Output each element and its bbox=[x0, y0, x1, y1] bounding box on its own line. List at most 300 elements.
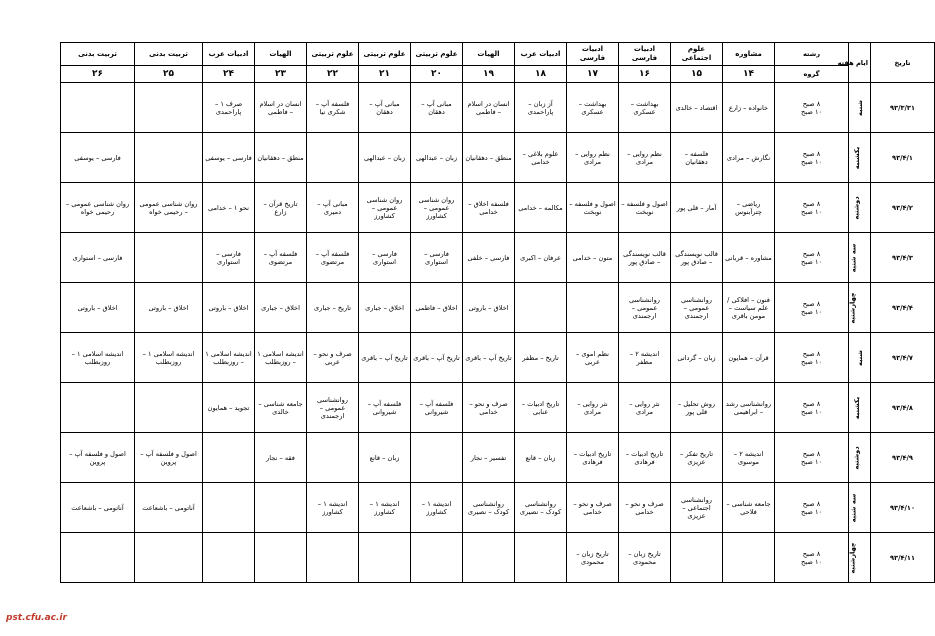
exam-course-text: نحو ۱ – خدامی bbox=[207, 203, 250, 212]
exam-cell bbox=[567, 233, 619, 283]
header-row-codes bbox=[61, 66, 935, 83]
course-code: ۲۲ bbox=[327, 69, 338, 79]
exam-course-text: تاریخ زبان – محمودی bbox=[576, 549, 609, 566]
exam-course-text: نظم اموی – عربی bbox=[575, 349, 610, 366]
time-slots bbox=[775, 183, 849, 233]
exam-cell bbox=[135, 533, 203, 583]
course-code: ۱۸ bbox=[535, 69, 546, 79]
weekday bbox=[849, 183, 871, 233]
exam-cell bbox=[307, 383, 359, 433]
exam-cell bbox=[203, 133, 255, 183]
time-slot-label: ۱۰ صبح bbox=[800, 457, 823, 466]
course-name-header bbox=[411, 43, 463, 66]
exam-cell bbox=[255, 183, 307, 233]
time-slot-label: ۸ صبح bbox=[802, 249, 821, 258]
exam-cell bbox=[411, 183, 463, 233]
exam-course-text: تفسیر – نجار bbox=[470, 453, 507, 462]
course-code-header bbox=[307, 66, 359, 83]
exam-course-text: خانواده – زارع bbox=[728, 103, 769, 112]
exam-cell bbox=[307, 433, 359, 483]
weekday-label: چهارشنبه bbox=[848, 291, 857, 324]
time-slot-label: ۸ صبح bbox=[802, 149, 821, 158]
exam-cell bbox=[135, 333, 203, 383]
course-code-header bbox=[723, 66, 775, 83]
exam-cell bbox=[135, 133, 203, 183]
exam-cell bbox=[567, 83, 619, 133]
exam-cell bbox=[411, 233, 463, 283]
exam-cell bbox=[515, 133, 567, 183]
exam-course-text: تاریخ قرآن – زارع bbox=[263, 199, 298, 216]
exam-cell bbox=[515, 333, 567, 383]
exam-course-text: نظم روایی – مرادی bbox=[575, 149, 610, 166]
time-slot-label: ۱۰ صبح bbox=[800, 557, 823, 566]
exam-course-text: روش تحلیل – قلی پور bbox=[677, 399, 716, 416]
schedule-row bbox=[61, 133, 935, 183]
time-slot-label: ۸ صبح bbox=[802, 199, 821, 208]
exam-course-text: روان شناسی عمومی – رحیمی خواه bbox=[139, 199, 198, 216]
weekday bbox=[849, 283, 871, 333]
exam-cell bbox=[723, 333, 775, 383]
course-code-header bbox=[61, 66, 135, 83]
exam-course-text: نگارش – مرادی bbox=[726, 153, 771, 162]
exam-cell bbox=[255, 383, 307, 433]
course-code: ۱۵ bbox=[691, 69, 702, 79]
exam-cell bbox=[619, 433, 671, 483]
exam-cell bbox=[723, 433, 775, 483]
exam-course-text: نثر روایی – مرادی bbox=[577, 399, 608, 416]
course-name-header bbox=[671, 43, 723, 66]
exam-cell bbox=[203, 283, 255, 333]
exam-cell bbox=[463, 333, 515, 383]
exam-course-text: تاریخ زبان – محمودی bbox=[628, 549, 661, 566]
time-slots bbox=[775, 83, 849, 133]
exam-course-text: روانشناسی رشد – ابراهیمی bbox=[725, 399, 772, 416]
course-code-header bbox=[619, 66, 671, 83]
course-code-header bbox=[203, 66, 255, 83]
exam-cell bbox=[463, 233, 515, 283]
course-name: الهیات bbox=[477, 49, 500, 58]
time-slots bbox=[775, 483, 849, 533]
course-code-header bbox=[567, 66, 619, 83]
exam-course-text: فلسفه آپ – مرتضوی bbox=[263, 249, 298, 266]
exam-course-text: اقتصاد – خالدی bbox=[675, 103, 718, 112]
exam-cell bbox=[61, 283, 135, 333]
exam-cell bbox=[567, 433, 619, 483]
exam-cell bbox=[135, 483, 203, 533]
exam-cell bbox=[723, 383, 775, 433]
exam-course-text: اندیشه ۲ – موسوی bbox=[733, 449, 764, 466]
exam-course-text: فلسفه آپ – مرتضوی bbox=[315, 249, 350, 266]
exam-course-text: آز زبان – پاراحمدی bbox=[527, 99, 554, 116]
time-slot-label: ۸ صبح bbox=[802, 449, 821, 458]
exam-cell bbox=[619, 533, 671, 583]
exam-course-text: اندیشه ۱ – کشاورز bbox=[369, 499, 400, 516]
course-name-header bbox=[515, 43, 567, 66]
course-name-header bbox=[255, 43, 307, 66]
exam-cell bbox=[307, 333, 359, 383]
exam-course-text: اخلاق – باروتی bbox=[208, 303, 249, 312]
exam-cell bbox=[359, 283, 411, 333]
exam-cell bbox=[135, 183, 203, 233]
weekday bbox=[849, 83, 871, 133]
exam-course-text: اخلاق – جباری bbox=[261, 303, 300, 312]
exam-course-text: بهداشت – عسکری bbox=[578, 99, 607, 116]
exam-cell bbox=[411, 483, 463, 533]
exam-cell bbox=[203, 533, 255, 583]
exam-course-text: زبان – گردانی bbox=[677, 353, 716, 362]
course-name: تربیت بدنی bbox=[149, 49, 188, 58]
exam-course-text: تاریخ ادبیات – عنابی bbox=[521, 399, 560, 416]
exam-schedule-table bbox=[60, 42, 935, 583]
exam-course-text: صرف و نحو – خدامی bbox=[625, 499, 664, 516]
exam-course-text: عرفان – اکبری bbox=[520, 253, 561, 262]
exam-cell bbox=[359, 333, 411, 383]
exam-cell bbox=[463, 283, 515, 333]
course-code: ۱۹ bbox=[483, 69, 494, 79]
time-slot-label: ۱۰ صبح bbox=[800, 257, 823, 266]
exam-cell bbox=[61, 233, 135, 283]
exam-cell bbox=[255, 83, 307, 133]
exam-course-text: نثر روایی – مرادی bbox=[629, 399, 660, 416]
weekday bbox=[849, 233, 871, 283]
exam-course-text: زبان – عبدالهی bbox=[415, 153, 458, 162]
exam-course-text: فارسی – استوارى bbox=[372, 249, 397, 266]
course-code: ۱۴ bbox=[743, 69, 754, 79]
exam-cell bbox=[307, 233, 359, 283]
exam-date: ۹۳/۴/۹ bbox=[871, 433, 935, 483]
weekday bbox=[849, 383, 871, 433]
exam-cell bbox=[671, 383, 723, 433]
weekday-label: یکشنبه bbox=[852, 146, 861, 169]
weekday-label: یکشنبه bbox=[852, 396, 861, 419]
weekday bbox=[849, 333, 871, 383]
exam-course-text: صرف و نحو – خدامی bbox=[573, 499, 612, 516]
exam-course-text: اخلاق – جباری bbox=[365, 303, 404, 312]
exam-cell bbox=[515, 483, 567, 533]
exam-cell bbox=[515, 233, 567, 283]
time-slots bbox=[775, 333, 849, 383]
weekday-label: دوشنبه bbox=[852, 195, 861, 220]
weekday-label: چهارشنبه bbox=[848, 541, 857, 574]
exam-cell bbox=[463, 183, 515, 233]
exam-cell bbox=[515, 383, 567, 433]
exam-cell bbox=[307, 83, 359, 133]
exam-course-text: اخلاق – باروتی bbox=[148, 303, 189, 312]
course-name: تربیت بدنی bbox=[78, 49, 117, 58]
course-name-header bbox=[307, 43, 359, 66]
exam-course-text: فارسی – خلفی bbox=[467, 253, 510, 262]
weekday-label: شنبه bbox=[855, 349, 864, 366]
exam-course-text: روانشناسی عمومی – ارجمندی bbox=[629, 295, 660, 320]
exam-course-text: انسان در اسلام – فاطمی bbox=[467, 99, 510, 116]
exam-course-text: اندیشه ۱ – کشاورز bbox=[421, 499, 452, 516]
exam-course-text: روانشناسی اجتماعی – عزیزی bbox=[681, 495, 712, 520]
weekday bbox=[849, 433, 871, 483]
group-header: گروه bbox=[775, 66, 849, 83]
exam-cell bbox=[359, 183, 411, 233]
course-code-header bbox=[135, 66, 203, 83]
exam-cell bbox=[61, 533, 135, 583]
exam-cell bbox=[567, 333, 619, 383]
date-header: تاریخ bbox=[871, 43, 935, 83]
exam-cell bbox=[515, 183, 567, 233]
exam-course-text: فلسفه اخلاق – خدامی bbox=[468, 199, 509, 216]
time-slot-label: ۸ صبح bbox=[802, 399, 821, 408]
exam-course-text: فلسفه آپ – شکری نیا bbox=[315, 99, 350, 116]
exam-course-text: تاریخ آپ – باقری bbox=[361, 353, 408, 362]
exam-course-text: روانشناسی کودک – نصیری bbox=[467, 499, 510, 516]
exam-course-text: مبانی آپ – دمیری bbox=[317, 199, 348, 216]
schedule-row bbox=[61, 233, 935, 283]
exam-cell bbox=[619, 483, 671, 533]
schedule-row bbox=[61, 483, 935, 533]
exam-cell bbox=[723, 83, 775, 133]
exam-cell bbox=[203, 83, 255, 133]
exam-cell bbox=[359, 483, 411, 533]
time-slot-label: ۱۰ صبح bbox=[800, 207, 823, 216]
time-slot-label: ۱۰ صبح bbox=[800, 407, 823, 416]
exam-cell bbox=[671, 183, 723, 233]
exam-cell bbox=[567, 283, 619, 333]
exam-cell bbox=[411, 383, 463, 433]
course-name-header bbox=[135, 43, 203, 66]
exam-course-text: اصول و فلسفه آپ – پروین bbox=[140, 449, 197, 466]
exam-date: ۹۳/۴/۱ bbox=[871, 133, 935, 183]
weekday bbox=[849, 533, 871, 583]
exam-course-text: اصول و فلسفه – نوبخت bbox=[621, 199, 668, 216]
exam-cell bbox=[567, 183, 619, 233]
day-header: ایام هفته bbox=[849, 43, 871, 83]
exam-course-text: منطق – دهقانیان bbox=[257, 153, 304, 162]
course-name: الهیات bbox=[269, 49, 292, 58]
exam-cell bbox=[463, 433, 515, 483]
course-code: ۲۴ bbox=[223, 69, 234, 79]
exam-cell bbox=[671, 333, 723, 383]
course-code: ۲۶ bbox=[92, 69, 103, 79]
exam-cell bbox=[203, 333, 255, 383]
exam-cell bbox=[255, 133, 307, 183]
course-name-header bbox=[723, 43, 775, 66]
exam-cell bbox=[255, 233, 307, 283]
exam-cell bbox=[723, 533, 775, 583]
time-slot-label: ۱۰ صبح bbox=[800, 307, 823, 316]
exam-cell bbox=[411, 83, 463, 133]
exam-cell bbox=[619, 233, 671, 283]
exam-cell bbox=[515, 533, 567, 583]
course-code: ۲۱ bbox=[379, 69, 390, 79]
course-code-header bbox=[411, 66, 463, 83]
exam-course-text: قالب نویسندگی – صادق پور bbox=[675, 249, 718, 266]
exam-cell bbox=[671, 483, 723, 533]
exam-cell bbox=[411, 533, 463, 583]
course-name-header bbox=[567, 43, 619, 66]
exam-cell bbox=[61, 133, 135, 183]
exam-cell bbox=[567, 483, 619, 533]
exam-cell bbox=[61, 333, 135, 383]
exam-cell bbox=[619, 383, 671, 433]
exam-cell bbox=[359, 383, 411, 433]
course-name-header bbox=[203, 43, 255, 66]
exam-course-text: مبانی آپ – دهقان bbox=[421, 99, 452, 116]
exam-cell bbox=[359, 433, 411, 483]
exam-course-text: روان شناسی عمومی – کشاورز bbox=[418, 195, 455, 220]
exam-course-text: تاریخ آپ – باقری bbox=[413, 353, 460, 362]
time-slot-label: ۸ صبح bbox=[802, 499, 821, 508]
time-slot-label: ۸ صبح bbox=[802, 349, 821, 358]
exam-cell bbox=[307, 283, 359, 333]
exam-course-text: مشاوره – قربانی bbox=[725, 253, 772, 262]
exam-course-text: آناتومی – باشعاعت bbox=[71, 503, 124, 512]
exam-course-text: تاریخ – جباری bbox=[313, 303, 352, 312]
exam-cell bbox=[203, 483, 255, 533]
time-slot-label: ۱۰ صبح bbox=[800, 507, 823, 516]
exam-cell bbox=[61, 483, 135, 533]
course-code: ۱۷ bbox=[587, 69, 598, 79]
exam-course-text: جامعه شناسی – خالدی bbox=[258, 399, 303, 416]
course-name-header bbox=[463, 43, 515, 66]
exam-cell bbox=[515, 433, 567, 483]
weekday-label: دوشنبه bbox=[852, 445, 861, 470]
exam-course-text: فارسی – یوسفی bbox=[74, 153, 121, 162]
exam-course-text: صرف و نحو – عربی bbox=[313, 349, 352, 366]
exam-course-text: تاریخ ادبیات – فرهادی bbox=[573, 449, 612, 466]
time-slots bbox=[775, 383, 849, 433]
time-slot-label: ۱۰ صبح bbox=[800, 157, 823, 166]
exam-cell bbox=[411, 433, 463, 483]
exam-course-text: اندیشه اسلامی ۱ – روزبطلب bbox=[257, 349, 304, 366]
time-slot-label: ۱۰ صبح bbox=[800, 357, 823, 366]
exam-date: ۹۳/۴/۱۰ bbox=[871, 483, 935, 533]
exam-course-text: فارسی – یوسفی bbox=[205, 153, 252, 162]
exam-cell bbox=[203, 233, 255, 283]
exam-cell bbox=[61, 433, 135, 483]
schedule-row bbox=[61, 333, 935, 383]
exam-cell bbox=[567, 133, 619, 183]
exam-course-text: تاریخ – مظفر bbox=[522, 353, 559, 362]
exam-cell bbox=[619, 183, 671, 233]
exam-course-text: اندیشه اسلامی ۱ – روزبطلب bbox=[205, 349, 252, 366]
exam-course-text: اندیشه ۱ – کشاورز bbox=[317, 499, 348, 516]
exam-cell bbox=[359, 533, 411, 583]
exam-course-text: فلسفه آپ – شیروانی bbox=[367, 399, 402, 416]
exam-cell bbox=[411, 333, 463, 383]
exam-cell bbox=[619, 133, 671, 183]
exam-course-text: فارسی – استوارى bbox=[424, 249, 449, 266]
weekday-label: شنبه bbox=[855, 99, 864, 116]
exam-cell bbox=[515, 83, 567, 133]
exam-cell bbox=[463, 533, 515, 583]
time-slots bbox=[775, 283, 849, 333]
course-name-header bbox=[619, 43, 671, 66]
course-code: ۱۶ bbox=[639, 69, 650, 79]
exam-course-text: روانشناسی عمومی – ارجمندی bbox=[317, 395, 348, 420]
exam-cell bbox=[463, 383, 515, 433]
exam-cell bbox=[671, 433, 723, 483]
exam-cell bbox=[307, 133, 359, 183]
exam-cell bbox=[619, 333, 671, 383]
course-name: مشاوره bbox=[735, 49, 762, 58]
course-name: ادبیات عرب bbox=[208, 49, 249, 58]
exam-course-text: فلسفه آپ – شیروانی bbox=[419, 399, 454, 416]
exam-course-text: صرف و نحو – خدامی bbox=[469, 399, 508, 416]
exam-course-text: نظم روایی – مرادی bbox=[627, 149, 662, 166]
exam-cell bbox=[307, 483, 359, 533]
field-header: رشته bbox=[775, 43, 849, 66]
schedule-row bbox=[61, 533, 935, 583]
exam-cell bbox=[255, 433, 307, 483]
time-slots bbox=[775, 433, 849, 483]
course-name: ادبیات فارسی bbox=[631, 45, 658, 62]
course-code-header bbox=[359, 66, 411, 83]
exam-course-text: اندیشه اسلامی ۱ – روزبطلب bbox=[71, 349, 124, 366]
exam-cell bbox=[411, 283, 463, 333]
exam-course-text: روان شناسی عمومی – رحیمی خواه bbox=[65, 199, 130, 216]
course-code: ۲۵ bbox=[163, 69, 174, 79]
course-name: ادبیات فارسی bbox=[579, 45, 606, 62]
exam-course-text: زبان – قانع bbox=[525, 453, 556, 462]
exam-cell bbox=[411, 133, 463, 183]
exam-date: ۹۳/۴/۴ bbox=[871, 283, 935, 333]
exam-cell bbox=[567, 533, 619, 583]
exam-cell bbox=[255, 333, 307, 383]
exam-cell bbox=[135, 83, 203, 133]
course-name: علوم تربیتی bbox=[311, 49, 354, 58]
exam-cell bbox=[671, 133, 723, 183]
exam-course-text: فقه – نجار bbox=[266, 453, 295, 462]
time-slot-label: ۸ صبح bbox=[802, 299, 821, 308]
exam-cell bbox=[723, 133, 775, 183]
course-code: ۲۰ bbox=[431, 69, 442, 79]
exam-course-text: مبانی آپ – دهقان bbox=[369, 99, 400, 116]
exam-date: ۹۳/۴/۲ bbox=[871, 183, 935, 233]
exam-cell bbox=[463, 83, 515, 133]
exam-course-text: قالب نویسندگی – صادق پور bbox=[623, 249, 666, 266]
exam-course-text: اخلاق – فاطمی bbox=[415, 303, 458, 312]
site-link[interactable]: pst.cfu.ac.ir bbox=[6, 613, 67, 623]
exam-course-text: اصول و فلسفه – نوبخت bbox=[569, 199, 616, 216]
exam-course-text: فنون – افلاکی / علم سیاست – مومن باقری bbox=[727, 295, 770, 320]
exam-course-text: فارسی – استوارى bbox=[216, 249, 241, 266]
schedule-row bbox=[61, 433, 935, 483]
exam-course-text: روان شناسی عمومی – کشاورز bbox=[366, 195, 403, 220]
exam-date: ۹۳/۴/۳ bbox=[871, 233, 935, 283]
exam-course-text: انسان در اسلام – فاطمی bbox=[259, 99, 302, 116]
course-code-header bbox=[255, 66, 307, 83]
exam-course-text: اخلاق – باروتی bbox=[468, 303, 509, 312]
time-slots bbox=[775, 133, 849, 183]
exam-course-text: آناتومی – باشعاعت bbox=[142, 503, 195, 512]
course-code-header bbox=[463, 66, 515, 83]
exam-course-text: متون – خدامی bbox=[572, 253, 613, 262]
exam-cell bbox=[255, 533, 307, 583]
exam-cell bbox=[255, 483, 307, 533]
time-slot-label: ۱۰ صبح bbox=[800, 107, 823, 116]
exam-course-text: روانشناسی کودک – نصیری bbox=[519, 499, 562, 516]
exam-course-text: تاریخ تفکر – عزیزی bbox=[679, 449, 714, 466]
exam-course-text: تاریخ ادبیات – فرهادی bbox=[625, 449, 664, 466]
time-slot-label: ۸ صبح bbox=[802, 549, 821, 558]
exam-cell bbox=[671, 233, 723, 283]
exam-course-text: مکالمه – خدامی bbox=[518, 203, 563, 212]
exam-date: ۹۳/۴/۷ bbox=[871, 333, 935, 383]
weekday-label: سه شنبه bbox=[849, 493, 858, 522]
course-code-header bbox=[671, 66, 723, 83]
exam-course-text: فلسفه – دهقانیان bbox=[684, 149, 709, 166]
course-code-header bbox=[515, 66, 567, 83]
course-name: علوم تربیتی bbox=[363, 49, 406, 58]
time-slot-label: ۸ صبح bbox=[802, 99, 821, 108]
exam-course-text: منطق – دهقانیان bbox=[465, 153, 512, 162]
